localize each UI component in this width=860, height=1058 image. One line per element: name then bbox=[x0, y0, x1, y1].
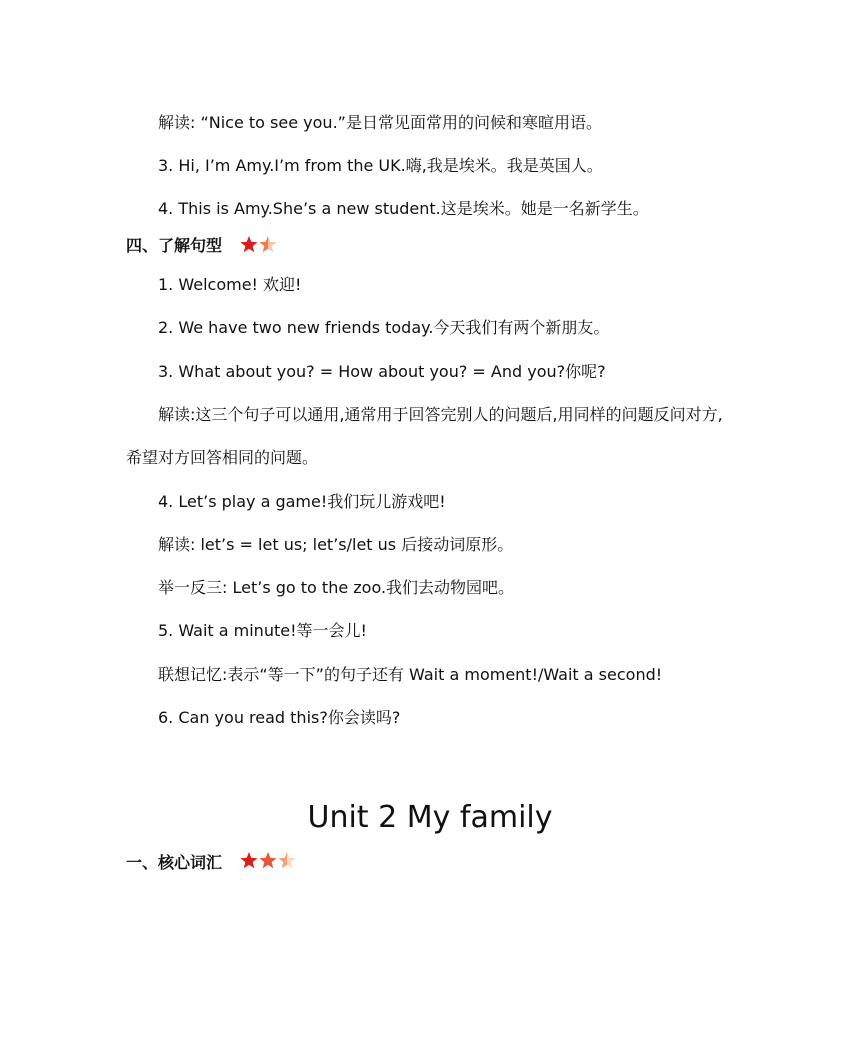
sentence-wait-minute: 5. Wait a minute!等一会儿! bbox=[158, 621, 367, 640]
rating-stars bbox=[240, 235, 280, 255]
example-zoo: 举一反三: Let’s go to the zoo.我们去动物园吧。 bbox=[158, 578, 515, 597]
sentence-hi-amy: 3. Hi, I’m Amy.I’m from the UK.嗨,我是埃米。我是英国人。 bbox=[158, 156, 603, 175]
note-nice-to-see-you: 解读: “Nice to see you.”是日常见面常用的问候和寒暄用语。 bbox=[158, 113, 602, 132]
half-star-icon bbox=[260, 236, 277, 252]
star-icon bbox=[260, 852, 277, 868]
note-what-about-you: 解读:这三个句子可以通用,通常用于回答完别人的问题后,用同样的问题反问对方,希望对方回答相同的问题。 bbox=[126, 405, 723, 467]
unit-title: Unit 2 My family bbox=[307, 800, 553, 835]
star-icon bbox=[241, 236, 258, 252]
sentence-what-about-you: 3. What about you? = How about you? = And you?你呢? bbox=[158, 362, 606, 381]
half-star-icon bbox=[279, 852, 296, 868]
sentence-lets-play: 4. Let’s play a game!我们玩儿游戏吧! bbox=[158, 492, 446, 511]
note-wait: 联想记忆:表示“等一下”的句子还有 Wait a moment!/Wait a second! bbox=[158, 665, 663, 684]
sentence-can-you-read: 6. Can you read this?你会读吗? bbox=[158, 708, 401, 727]
rating-stars bbox=[240, 851, 300, 871]
section-heading-patterns: 四、了解句型 bbox=[126, 236, 223, 255]
sentence-new-friends: 2. We have two new friends today.今天我们有两个新朋友。 bbox=[158, 318, 610, 337]
star-icon bbox=[241, 852, 258, 868]
sentence-this-is-amy: 4. This is Amy.She’s a new student.这是埃米。她是一名新学生。 bbox=[158, 199, 649, 218]
section-heading-core-vocab: 一、核心词汇 bbox=[126, 853, 223, 872]
sentence-welcome: 1. Welcome! 欢迎! bbox=[158, 275, 302, 294]
note-lets: 解读: let’s = let us; let’s/let us 后接动词原形。 bbox=[158, 535, 514, 554]
